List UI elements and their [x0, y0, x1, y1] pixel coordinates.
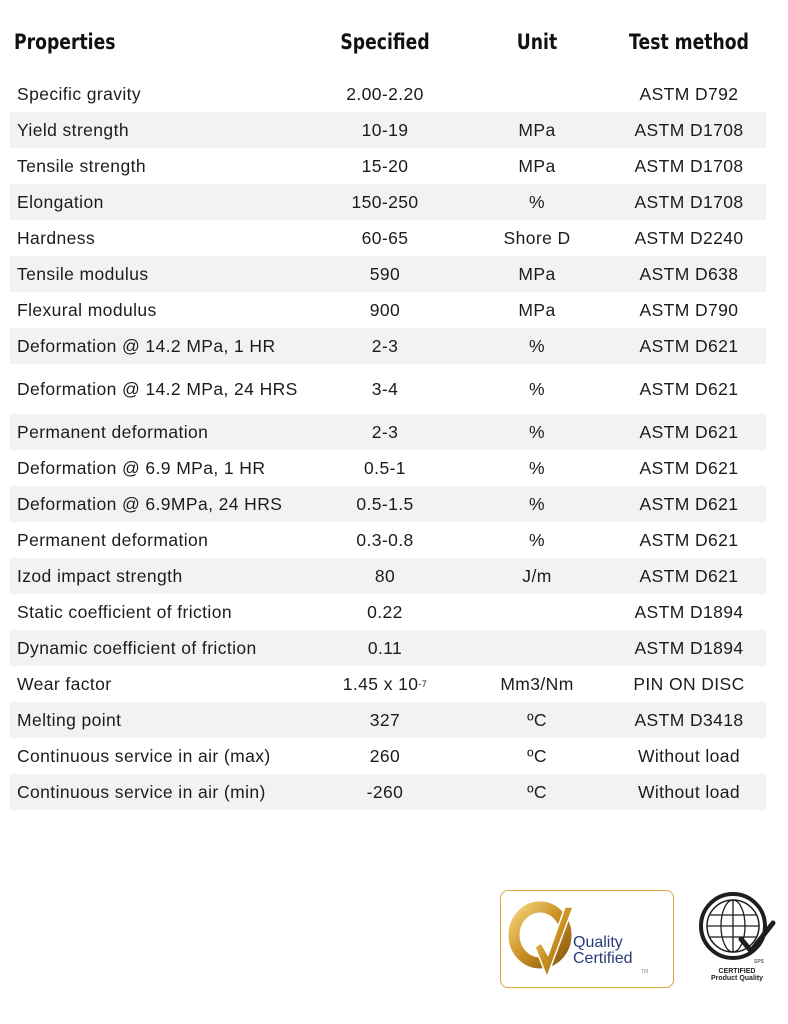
seal-certified-text: CERTIFIED	[718, 968, 756, 975]
trademark-mark: TM	[641, 969, 649, 975]
property-cell: Continuous service in air (max)	[17, 745, 271, 766]
unit-cell: MPa	[518, 299, 556, 320]
header-specified: Specified	[340, 30, 430, 54]
quality-label: Quality	[573, 934, 623, 951]
table-row	[10, 76, 766, 112]
test-method-cell: PIN ON DISC	[633, 673, 745, 694]
unit-cell: Shore D	[503, 227, 571, 248]
unit-cell: ºC	[527, 781, 547, 802]
property-cell: Hardness	[17, 227, 96, 248]
property-cell: Flexural modulus	[17, 299, 157, 320]
property-cell: Tensile modulus	[17, 263, 149, 284]
table-row	[10, 738, 766, 774]
certified-product-quality-seal	[697, 889, 777, 989]
specified-cell: 590	[369, 263, 401, 284]
certified-label: Certified	[573, 950, 633, 967]
table-row	[10, 220, 766, 256]
unit-cell	[470, 76, 604, 112]
unit-cell: MPa	[518, 263, 556, 284]
property-cell: Permanent deformation	[17, 421, 209, 442]
test-method-cell: ASTM D792	[639, 83, 739, 104]
specified-cell: 0.5-1.5	[356, 493, 414, 514]
test-method-cell: ASTM D1894	[634, 637, 744, 658]
property-cell: Wear factor	[17, 673, 112, 694]
specified-cell: 60-65	[361, 227, 409, 248]
gold-q-logo-icon	[507, 895, 577, 985]
specified-cell: 15-20	[361, 155, 409, 176]
unit-cell	[470, 630, 604, 666]
test-method-cell: ASTM D621	[639, 565, 739, 586]
property-cell: Deformation @ 6.9 MPa, 1 HR	[17, 457, 266, 478]
unit-cell: MPa	[518, 119, 556, 140]
unit-cell: Mm3/Nm	[500, 673, 574, 694]
unit-cell: %	[529, 493, 545, 514]
specified-cell: 3-4	[371, 378, 399, 399]
specified-cell: 327	[369, 709, 401, 730]
unit-cell: %	[529, 378, 545, 399]
table-row	[10, 630, 766, 666]
specified-cell: 0.3-0.8	[356, 529, 414, 550]
header-unit: Unit	[516, 30, 558, 54]
test-method-cell: ASTM D1894	[634, 601, 744, 622]
unit-cell: MPa	[518, 155, 556, 176]
property-cell: Specific gravity	[17, 83, 142, 104]
quality-certified-badge	[500, 890, 674, 988]
unit-cell: J/m	[522, 565, 552, 586]
property-cell: Permanent deformation	[17, 529, 209, 550]
specified-cell: 2-3	[371, 421, 399, 442]
unit-cell	[470, 594, 604, 630]
specified-cell: 0.22	[367, 601, 403, 622]
table-row	[10, 522, 766, 558]
property-cell: Izod impact strength	[17, 565, 183, 586]
properties-table	[10, 76, 766, 810]
table-row	[10, 328, 766, 364]
test-method-cell: ASTM D3418	[634, 709, 744, 730]
property-cell: Deformation @ 14.2 MPa, 1 HR	[17, 335, 276, 356]
table-row	[10, 112, 766, 148]
unit-cell: %	[529, 191, 545, 212]
property-cell: Dynamic coefficient of friction	[17, 637, 257, 658]
test-method-cell: ASTM D621	[639, 335, 739, 356]
property-cell: Tensile strength	[17, 155, 146, 176]
test-method-cell: Without load	[637, 745, 741, 766]
table-row	[10, 558, 766, 594]
specified-base: 1.45 x 10	[342, 673, 419, 694]
unit-cell: ºC	[527, 745, 547, 766]
test-method-cell: ASTM D790	[639, 299, 739, 320]
test-method-cell: ASTM D621	[639, 378, 739, 399]
specified-cell: 150-250	[351, 191, 419, 212]
seal-product-quality-text: Product Quality	[710, 975, 764, 982]
test-method-cell: ASTM D1708	[634, 119, 744, 140]
header-properties: Properties	[14, 30, 116, 54]
table-row	[10, 666, 766, 702]
specified-cell: 80	[374, 565, 396, 586]
specified-cell: 0.5-1	[364, 457, 406, 478]
specified-cell: 2-3	[371, 335, 399, 356]
specified-cell: 10-19	[361, 119, 409, 140]
property-cell: Deformation @ 14.2 MPa, 24 HRS	[17, 378, 298, 399]
unit-cell: %	[529, 457, 545, 478]
property-cell: Static coefficient of friction	[17, 601, 232, 622]
property-cell: Melting point	[17, 709, 122, 730]
test-method-cell: ASTM D621	[639, 529, 739, 550]
property-cell: Continuous service in air (min)	[17, 781, 266, 802]
property-cell: Elongation	[17, 191, 104, 212]
table-row	[10, 148, 766, 184]
test-method-cell: Without load	[637, 781, 741, 802]
table-header	[0, 0, 788, 80]
test-method-cell: ASTM D621	[639, 457, 739, 478]
table-row	[10, 256, 766, 292]
seal-top-text: SPS	[753, 959, 764, 965]
specified-cell: 0.11	[367, 637, 403, 658]
globe-check-icon	[697, 889, 777, 967]
table-row	[10, 702, 766, 738]
table-row	[10, 414, 766, 450]
table-row	[10, 486, 766, 522]
specified-cell	[310, 666, 460, 702]
specified-cell: 2.00-2.20	[346, 83, 424, 104]
table-row	[10, 774, 766, 810]
test-method-cell: ASTM D621	[639, 421, 739, 442]
unit-cell: %	[529, 529, 545, 550]
test-method-cell: ASTM D621	[639, 493, 739, 514]
unit-cell: %	[529, 335, 545, 356]
table-row	[10, 364, 766, 414]
property-cell: Deformation @ 6.9MPa, 24 HRS	[17, 493, 283, 514]
specified-exponent: -7	[418, 679, 428, 689]
test-method-cell: ASTM D1708	[634, 191, 744, 212]
table-row	[10, 184, 766, 220]
test-method-cell: ASTM D2240	[634, 227, 744, 248]
table-row	[10, 594, 766, 630]
quality-certified-text	[573, 935, 633, 967]
specified-cell: -260	[366, 781, 404, 802]
specified-cell: 260	[369, 745, 401, 766]
header-test-method: Test method	[629, 30, 749, 54]
test-method-cell: ASTM D1708	[634, 155, 744, 176]
unit-cell: %	[529, 421, 545, 442]
table-row	[10, 450, 766, 486]
property-cell: Yield strength	[17, 119, 129, 140]
test-method-cell: ASTM D638	[639, 263, 739, 284]
unit-cell: ºC	[527, 709, 547, 730]
table-row	[10, 292, 766, 328]
specified-cell: 900	[369, 299, 401, 320]
